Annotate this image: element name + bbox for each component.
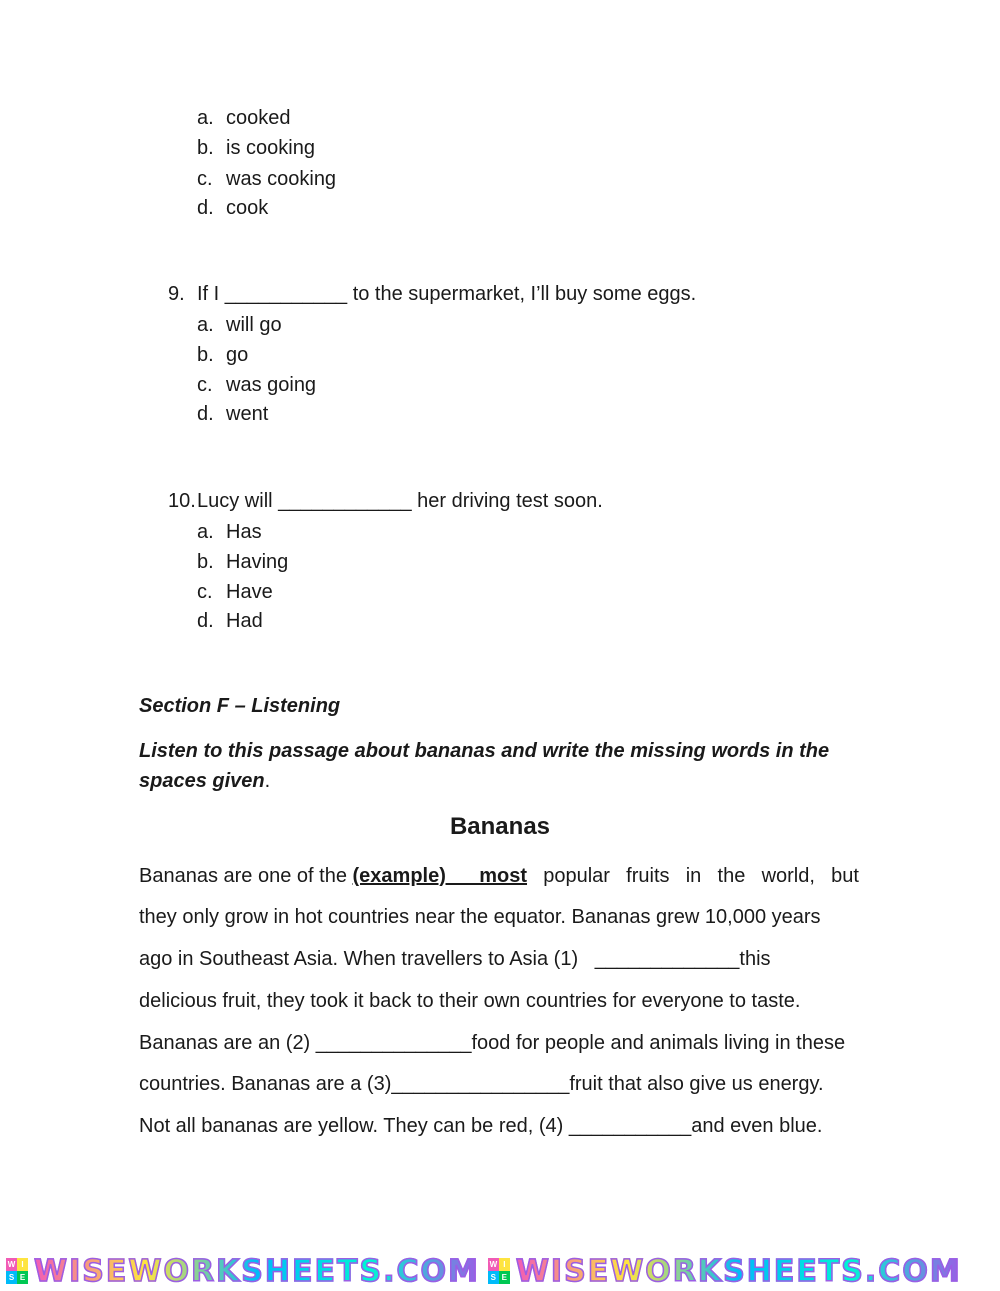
section-instruction: Listen to this passage about bananas and write the missing words in the spaces given.: [139, 740, 830, 792]
passage-line-7: Not all bananas are yellow. They can be red, (4) ___________and even blue.: [139, 1115, 823, 1137]
brand-text: WISEWORKSHEETS.COM: [515, 1253, 962, 1289]
passage-line-3: ago in Southeast Asia. When travellers to Asia (1) _____________this: [139, 948, 771, 970]
passage-title: Bananas: [449, 813, 551, 840]
worksheet-page: a. cooked b. is cooking c. was cooking d. cook 9. If I ___________ to the supermarket, I’ll buy some eggs. a. will go b. go c. was going d. went 10. Lucy will ____________ her driving test soon. a. Has b. Having c. Have d. Had Section F – Listening Listen to this passage about bananas and write the missing words in the spaces given. Bananas Bananas are one of the (example) most popular fruits in the world, but they only grow in hot countries near the equator. Bananas grew 10,000 years ago in Southeast Asia. When travellers to Asia (1) _____________this delicious fruit, they took it back to their own countries for everyone to taste. Bananas are an (2) ______________food for people and animals living in these countries. Bananas are a (3)________________fruit that also give us energy. Not all bananas are yellow. They can be red, (4) ___________and even blue. W I S E WISEWORKSHEETS.COM W I S E WISEWORKSHEETS.COM: [0, 0, 1000, 1291]
logo-icon: W I S E: [6, 1258, 28, 1284]
question-text: Lucy will ____________ her driving test soon.: [197, 490, 603, 512]
logo-icon: W I S E: [488, 1258, 510, 1284]
brand-logo: [488, 1254, 962, 1289]
passage-line-6: countries. Bananas are a (3)________________fruit that also give us energy.: [139, 1073, 824, 1095]
question-number: 9.: [168, 283, 185, 305]
passage-line-2: they only grow in hot countries near the equator. Bananas grew 10,000 years: [139, 906, 821, 928]
passage-line-5: Bananas are an (2) ______________food for people and animals living in these: [139, 1032, 846, 1054]
passage-line-4: delicious fruit, they took it back to their own countries for everyone to taste.: [139, 990, 801, 1012]
question-text: If I ___________ to the supermarket, I’ll buy some eggs.: [197, 283, 697, 305]
section-heading: Section F – Listening: [139, 695, 341, 717]
passage-line-1: Bananas are one of the (example) most popular fruits in the world, but: [139, 865, 859, 887]
brand-text: WISEWORKSHEETS.COM: [34, 1253, 480, 1289]
brand-logo: [6, 1254, 480, 1289]
question-number: 10.: [168, 490, 196, 512]
example-answer: (example) most: [352, 865, 528, 887]
footer-watermark: [0, 1252, 1000, 1290]
